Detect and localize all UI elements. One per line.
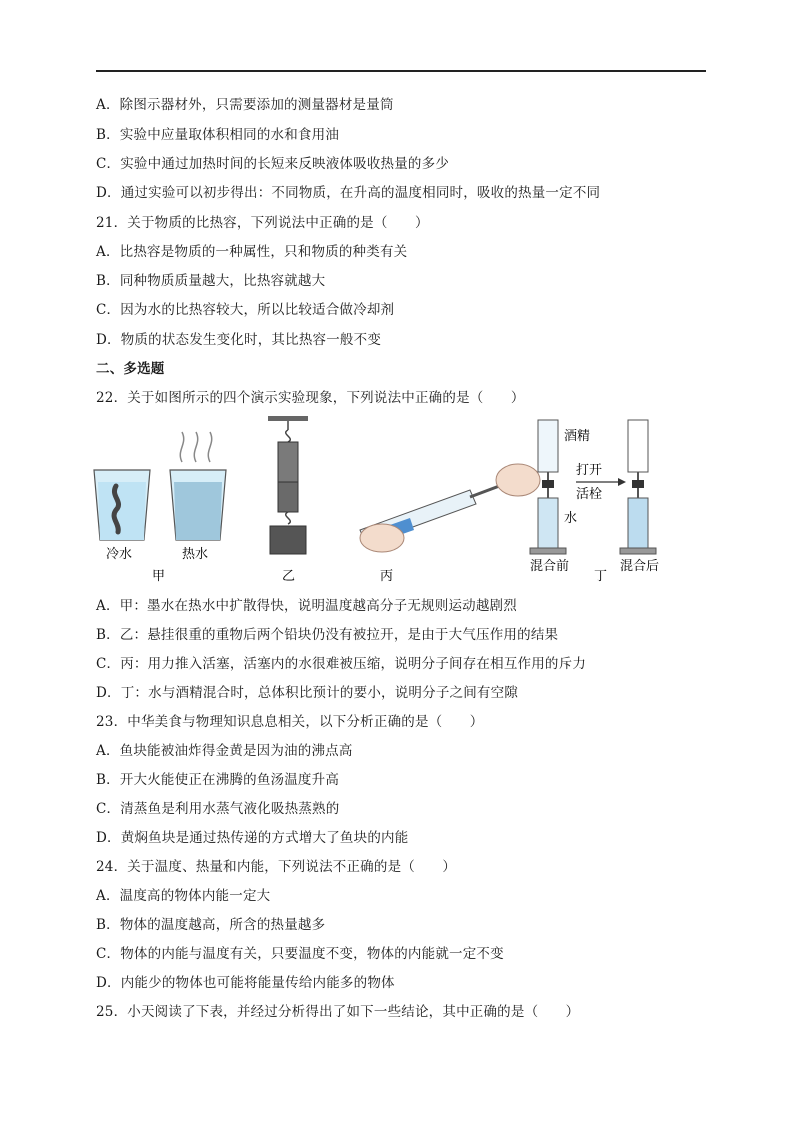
q20-option-b: B．实验中应量取体积相同的水和食用油 [96, 127, 340, 143]
q21-stem: 21．关于物质的比热容，下列说法中正确的是（ ） [96, 215, 429, 231]
q24-option-c: C．物体的内能与温度有关，只要温度不变，物体的内能就一定不变 [96, 946, 504, 962]
hot-water-beaker [170, 432, 226, 540]
q23-option-b: B．开大火能使正在沸腾的鱼汤温度升高 [96, 772, 340, 788]
q20-option-d: D．通过实验可以初步得出：不同物质，在升高的温度相同时，吸收的热量一定不同 [96, 185, 601, 201]
q25-stem: 25．小天阅读了下表，并经过分析得出了如下一些结论，其中正确的是（ ） [96, 1004, 580, 1020]
lead-blocks-apparatus [268, 416, 308, 554]
q23-option-d: D．黄焖鱼块是通过热传递的方式增大了鱼块的内能 [96, 830, 409, 846]
label-jia: 甲 [152, 569, 166, 584]
label-bing: 丙 [380, 569, 394, 584]
q23-option-a: A．鱼块能被油炸得金黄是因为油的沸点高 [96, 743, 353, 759]
q21-option-c: C．因为水的比热容较大，所以比较适合做冷却剂 [96, 302, 395, 318]
section-title-multi-choice: 二、多选题 [96, 361, 165, 377]
label-water: 水 [564, 511, 578, 526]
header-rule [96, 70, 706, 72]
label-hot-water: 热水 [182, 547, 209, 562]
q24-stem: 24．关于温度、热量和内能，下列说法不正确的是（ ） [96, 859, 457, 875]
label-yi: 乙 [282, 569, 296, 584]
label-after-mixing: 混合后 [620, 559, 660, 574]
q23-option-c: C．清蒸鱼是利用水蒸气液化吸热蒸熟的 [96, 801, 340, 817]
q22-stem: 22．关于如图所示的四个演示实验现象，下列说法中正确的是（ ） [96, 390, 525, 406]
q22-option-c: C．丙：用力推入活塞，活塞内的水很难被压缩，说明分子间存在相互作用的斥力 [96, 656, 587, 672]
label-before-mixing: 混合前 [530, 559, 570, 574]
q22-figure [90, 410, 710, 590]
label-ding: 丁 [594, 569, 608, 584]
q21-option-a: A．比热容是物质的一种属性，只和物质的种类有关 [96, 244, 408, 260]
q22-option-b: B．乙：悬挂很重的重物后两个铅块仍没有被拉开，是由于大气压作用的结果 [96, 627, 559, 643]
q22-option-a: A．甲：墨水在热水中扩散得快，说明温度越高分子无规则运动越剧烈 [96, 598, 517, 614]
mixing-after-apparatus [620, 420, 656, 554]
label-alcohol: 酒精 [564, 429, 591, 444]
q24-option-b: B．物体的温度越高，所含的热量越多 [96, 917, 326, 933]
q24-option-a: A．温度高的物体内能一定大 [96, 888, 271, 904]
label-valve: 活栓 [576, 487, 603, 502]
label-cold-water: 冷水 [106, 547, 133, 562]
q20-option-c: C．实验中通过加热时间的长短来反映液体吸收热量的多少 [96, 156, 450, 172]
q22-option-d: D．丁：水与酒精混合时，总体积比预计的要小，说明分子之间有空隙 [96, 685, 519, 701]
q24-option-d: D．内能少的物体也可能将能量传给内能多的物体 [96, 975, 395, 991]
q20-option-a: A．除图示器材外，只需要添加的测量器材是量筒 [96, 97, 394, 113]
q23-stem: 23．中华美食与物理知识息息相关，以下分析正确的是（ ） [96, 714, 484, 730]
label-open: 打开 [576, 463, 603, 478]
cold-water-beaker [94, 470, 150, 540]
syringe-apparatus [360, 464, 540, 552]
q21-option-d: D．物质的状态发生变化时，其比热容一般不变 [96, 332, 382, 348]
q21-option-b: B．同种物质质量越大，比热容就越大 [96, 273, 326, 289]
